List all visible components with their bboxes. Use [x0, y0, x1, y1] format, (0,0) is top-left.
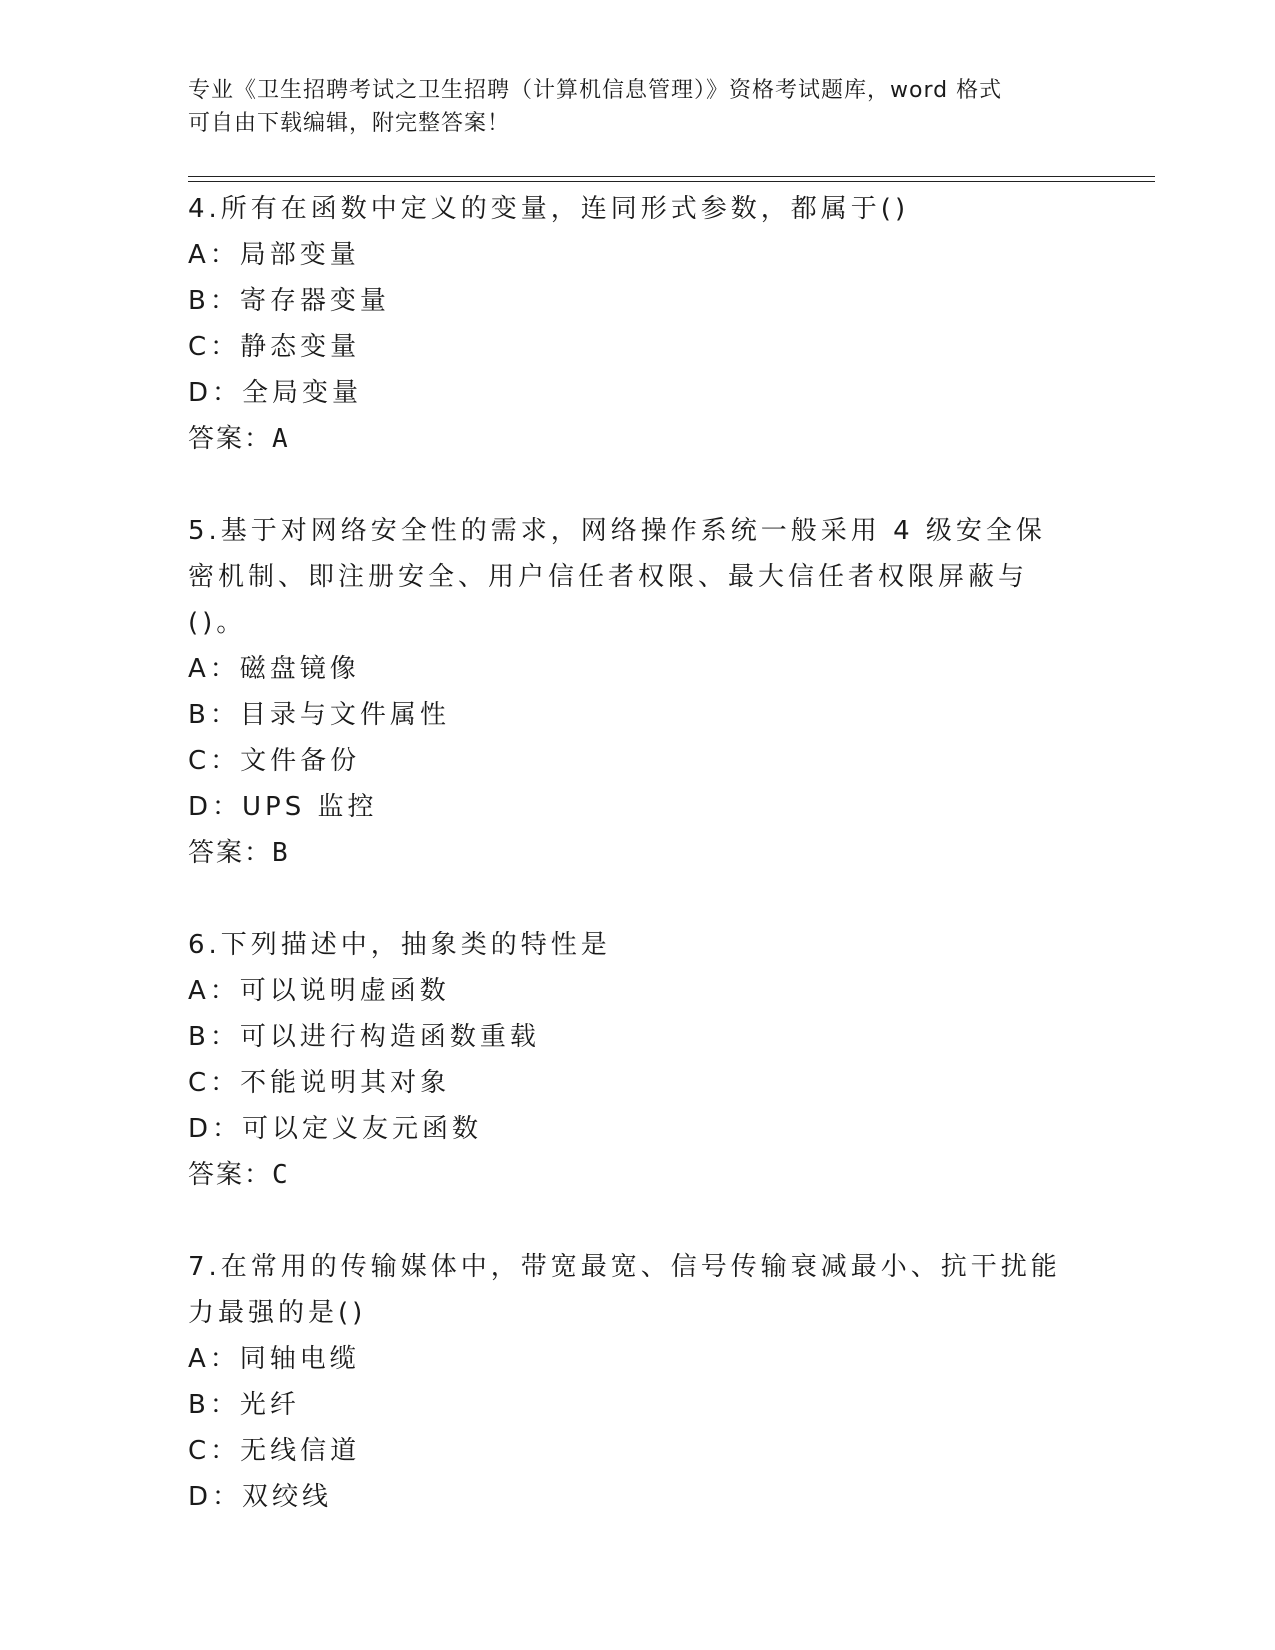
answer-label: 答案： — [188, 1160, 273, 1190]
option-d: D：UPS 监控 — [188, 792, 378, 822]
option-a: A：同轴电缆 — [188, 1344, 360, 1374]
option-b: B：寄存器变量 — [188, 286, 390, 316]
header-divider-top — [188, 176, 1155, 177]
option-d: D：双绞线 — [188, 1482, 333, 1512]
question-stem: 6.下列描述中，抽象类的特性是 — [188, 930, 611, 960]
question-6 — [188, 922, 1068, 1198]
option-a: A：可以说明虚函数 — [188, 976, 450, 1006]
answer-label: 答案： — [188, 838, 273, 868]
option-c: C：无线信道 — [188, 1436, 361, 1466]
answer-value: A — [272, 424, 290, 454]
option-a: A：局部变量 — [188, 240, 360, 270]
option-a: A：磁盘镜像 — [188, 654, 360, 684]
option-c: C：静态变量 — [188, 332, 361, 362]
question-stem: 7.在常用的传输媒体中，带宽最宽、信号传输衰减最小、抗干扰能力最强的是() — [188, 1252, 1061, 1328]
question-5 — [188, 508, 1068, 876]
document-header — [188, 74, 1068, 140]
header-line-2: 可自由下载编辑，附完整答案！ — [188, 111, 511, 136]
answer-line — [188, 830, 1068, 876]
question-list — [188, 186, 1068, 1566]
option-b: B：光纤 — [188, 1390, 300, 1420]
option-c: C：不能说明其对象 — [188, 1068, 451, 1098]
option-c: C：文件备份 — [188, 746, 361, 776]
answer-label: 答案： — [188, 424, 273, 454]
answer-value: C — [272, 1160, 290, 1190]
option-b: B：目录与文件属性 — [188, 700, 450, 730]
answer-value: B — [272, 838, 290, 868]
answer-line — [188, 1152, 1068, 1198]
option-b: B：可以进行构造函数重载 — [188, 1022, 540, 1052]
header-divider-bottom — [188, 181, 1155, 182]
question-stem: 5.基于对网络安全性的需求，网络操作系统一般采用 4 级安全保密机制、即注册安全、用户信任者权限、最大信任者权限屏蔽与()。 — [188, 516, 1046, 638]
question-4 — [188, 186, 1068, 462]
header-line-1: 专业《卫生招聘考试之卫生招聘（计算机信息管理）》资格考试题库，word 格式 — [188, 78, 1003, 103]
option-d: D：可以定义友元函数 — [188, 1114, 483, 1144]
option-d: D：全局变量 — [188, 378, 363, 408]
question-stem: 4.所有在函数中定义的变量，连同形式参数，都属于() — [188, 194, 910, 224]
answer-line — [188, 416, 1068, 462]
question-7 — [188, 1244, 1068, 1520]
